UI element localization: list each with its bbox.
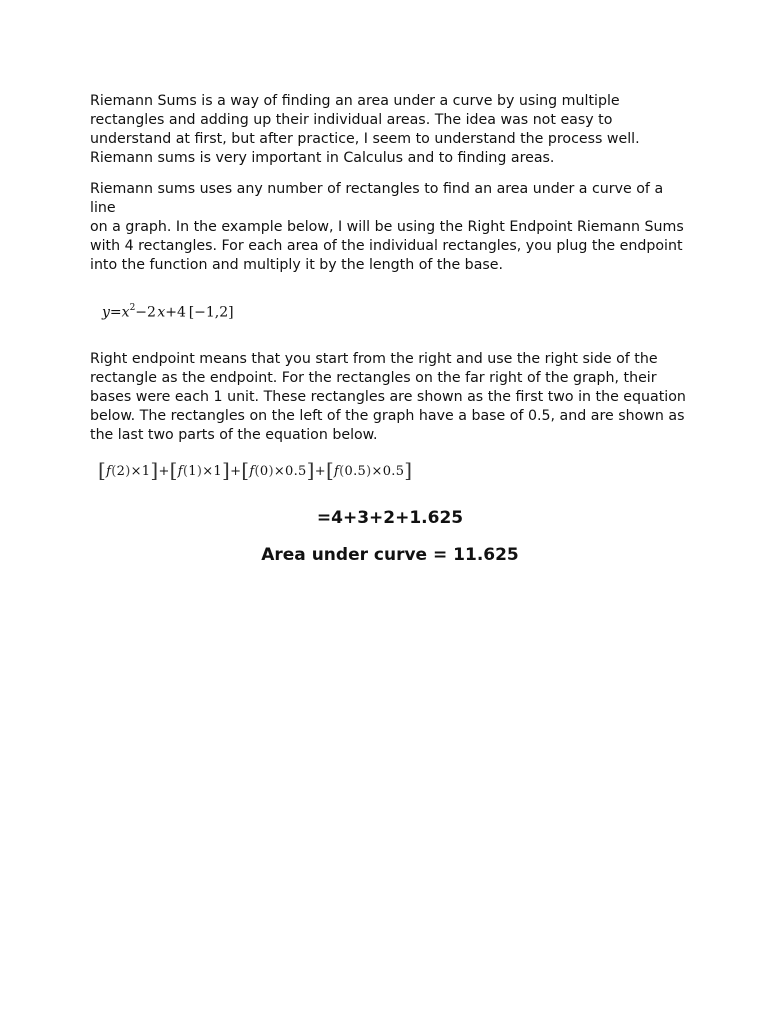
intro-paragraph: Riemann Sums is a way of finding an area under a curve by using multiple rectangles and adding up their individual areas. The idea was not easy to understand at first, but after practice, I seem to understand the process well. Riemann sums is very important in Calculus and to finding areas. bbox=[90, 93, 640, 166]
eq-exponent: 2 bbox=[129, 303, 136, 313]
sum-result: =4+3+2+1.625 bbox=[316, 508, 464, 528]
function-equation bbox=[102, 304, 234, 321]
eq-equals: = bbox=[109, 304, 122, 321]
term-4-arg: 0.5 bbox=[344, 464, 367, 479]
term-3-f: f bbox=[249, 464, 255, 479]
term-4-mult: ×0.5 bbox=[371, 464, 405, 479]
term-1-arg: 2 bbox=[116, 464, 126, 479]
eq-interval: [−1,2] bbox=[188, 304, 234, 321]
term-1-mult: ×1 bbox=[130, 464, 151, 479]
term-2-arg: 1 bbox=[188, 464, 197, 479]
plus-1: + bbox=[158, 464, 170, 479]
plus-2: + bbox=[230, 464, 242, 479]
riemann-sum-equation: [f(2)×1]+[f(1)×1]+[f(0)×0.5]+[f(0.5)×0.5] bbox=[98, 458, 413, 482]
plus-3: + bbox=[314, 464, 326, 479]
term-2-f: f bbox=[177, 464, 183, 479]
term-2-mult: ×1 bbox=[202, 464, 222, 479]
eq-minus-two: −2 bbox=[135, 304, 156, 321]
area-result: Area under curve = 11.625 bbox=[261, 545, 519, 565]
eq-x: x bbox=[121, 304, 130, 321]
eq-plus-four: +4 bbox=[165, 304, 186, 321]
term-3-arg: 0 bbox=[259, 464, 269, 479]
right-endpoint-paragraph: Right endpoint means that you start from the right and use the right side of the rectangle as the endpoint. For the rectangles on the far right of the graph, their bases were each 1 unit. These rectangles are shown as the first two in the equation below. The rectangles on the left of the graph have a base of 0.5, and are shown as the last two parts of the equation below. bbox=[90, 351, 686, 443]
eq-y: y bbox=[102, 304, 110, 321]
term-1-f: f bbox=[106, 464, 112, 479]
eq-x-second: x bbox=[157, 304, 166, 321]
term-3-mult: ×0.5 bbox=[273, 464, 307, 479]
method-paragraph: Riemann sums uses any number of rectangles to find an area under a curve of a line on a graph. In the example below, I will be using the Right Endpoint Riemann Sums with 4 rectangles. For each area of the individual rectangles, you plug the endpoint into the function and multiply it by the length of the base. bbox=[90, 181, 684, 273]
term-4-f: f bbox=[334, 464, 340, 479]
